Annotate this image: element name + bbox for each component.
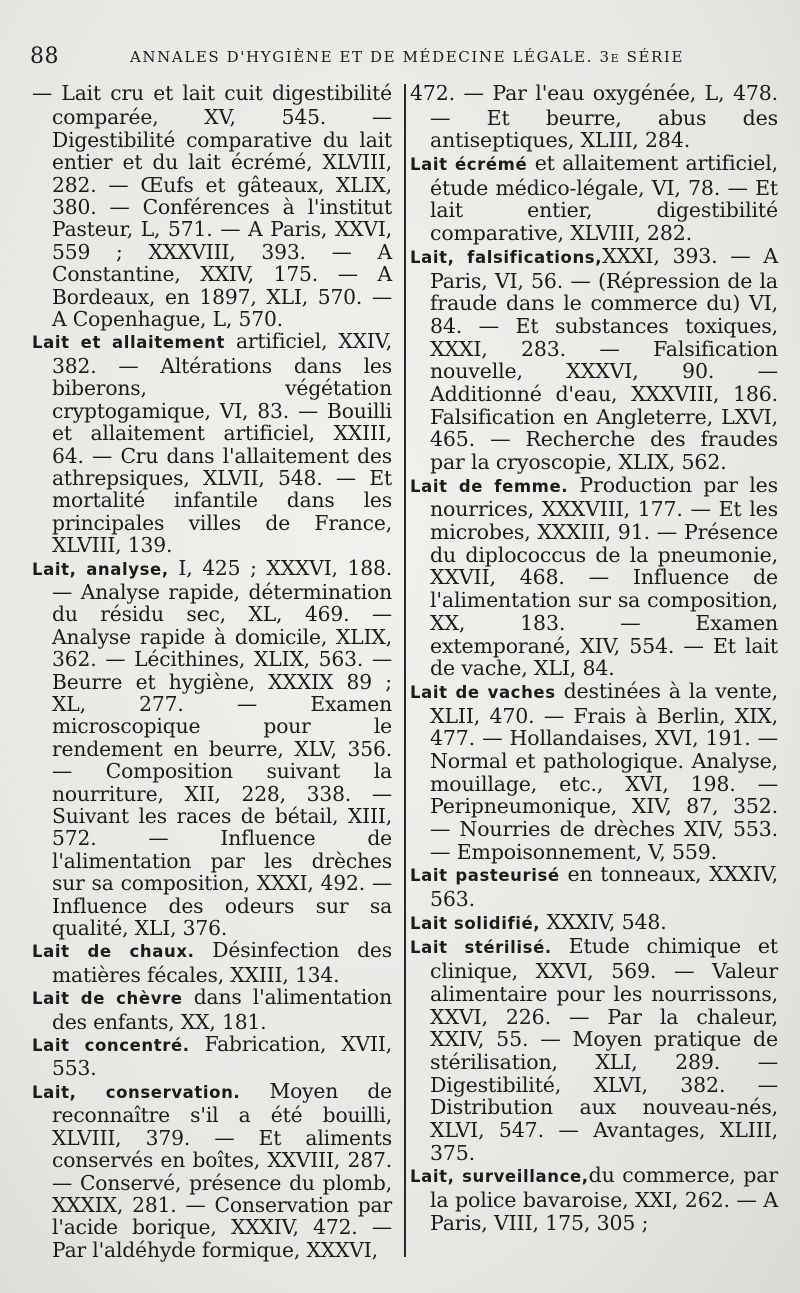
- index-entry: [32, 1033, 392, 1080]
- entry-text: Etude chimique et clinique, XXVI, 569. — Valeur alimentaire pour les nourrissons, XXVI, 226. — Par la chaleur, XXIV, 55. — Moyen pratique de stérilisation, XLI, 289. — Digestibilité, XLVI, 382. — Distribution aux nouveau-nés, XLVI, 547. — Avantages, XLIII, 375.: [430, 934, 778, 1165]
- index-entry: [410, 911, 778, 936]
- index-column-right: [410, 82, 778, 1234]
- index-entry: [410, 82, 778, 152]
- entry-heading: Lait écrémé: [410, 155, 528, 175]
- entry-heading: Lait de chèvre: [32, 989, 183, 1009]
- index-entry: [32, 986, 392, 1033]
- entry-text: Moyen de reconnaître s'il a été bouilli, XLVIII, 379. — Et aliments conservés en boîtes, XXVIII, 287. — Conservé, présence du plomb, XXXIX, 281. — Conservation par l'acide borique, XXXIV, 472. — Par l'aldéhyde formique, XXXVI,: [52, 1078, 392, 1262]
- entry-text: artificiel, XXIV, 382. — Altérations dans les biberons, végétation cryptogamique, VI, 83. — Bouilli et allaitement artificiel, XXIII, 64. — Cru dans l'allaitement des athrepsiques, XLVII, 548. — Et mortalité infantile dans les principales villes de France, XLVIII, 139.: [52, 329, 392, 558]
- entry-text: du commerce, par la police bavaroise, XXI, 262. — A Paris, VIII, 175, 305 ;: [430, 1163, 778, 1235]
- entry-heading: Lait, surveillance,: [410, 1167, 589, 1187]
- entry-heading: Lait concentré.: [32, 1036, 190, 1056]
- entry-text: XXXIV, 548.: [546, 909, 667, 934]
- column-divider: [404, 84, 406, 1257]
- entry-text: XXXI, 393. — A Paris, VI, 56. — (Répression de la fraude dans le commerce du) VI, 84. — Et substances toxiques, XXXI, 283. — Falsification nouvelle, XXXVI, 90. — Additionné d'eau, XXXVIII, 186. Falsification en Angleterre, LXVI, 465. — Recherche des fraudes par la cryoscopie, XLIX, 562.: [430, 243, 779, 474]
- entry-text: en tonneaux, XXXIV, 563.: [430, 862, 778, 912]
- entry-text: 472. — Par l'eau oxygénée, L, 478. — Et beurre, abus des antiseptiques, XLIII, 284.: [410, 81, 778, 153]
- entry-heading: Lait stérilisé.: [410, 938, 552, 958]
- index-entry: [32, 557, 392, 940]
- entry-heading: Lait de vaches: [410, 682, 556, 702]
- index-entry: [410, 245, 778, 474]
- entry-heading: Lait, falsifications,: [410, 247, 603, 267]
- entry-heading: Lait pasteurisé: [410, 866, 560, 886]
- index-entry: [32, 82, 392, 330]
- index-entry: [32, 330, 392, 556]
- entry-heading: Lait de chaux.: [32, 942, 195, 962]
- page-header: [30, 44, 750, 74]
- index-entry: [410, 152, 778, 245]
- index-entry: [410, 474, 778, 680]
- entry-text: — Lait cru et lait cuit digestibilité comparée, XV, 545. — Digestibilité comparative du lait entier et du lait écrémé, XLVIII, 282. — Œufs et gâteaux, XLIX, 380. — Conférences à l'institut Pasteur, L, 571. — A Paris, XXVI, 559 ; XXXVIII, 393. — A Constantine, XXIV, 175. — A Bordeaux, en 1897, XLI, 570. — A Copenhague, L, 570.: [32, 81, 392, 332]
- entry-heading: Lait, analyse,: [32, 559, 169, 579]
- running-title: ANNALES D'HYGIÈNE ET DE MÉDECINE LÉGALE. 3e SÉRIE: [130, 48, 685, 66]
- index-entry: [32, 939, 392, 986]
- index-entry: [410, 863, 778, 910]
- page-number: 88: [30, 44, 59, 69]
- entry-text: Production par les nourrices, XXXVIII, 177. — Et les microbes, XXXIII, 91. — Présence du diplococcus de la pneumonie, XXVII, 468. — Influence de l'alimentation sur sa composition, XX, 183. — Examen extemporané, XIV, 554. — Et lait de vache, XLI, 84.: [430, 472, 778, 681]
- entry-text: Fabrication, XVII, 553.: [52, 1032, 392, 1081]
- entry-heading: Lait, conservation.: [32, 1082, 241, 1102]
- index-entry: [410, 1164, 778, 1234]
- entry-text: Désinfection des matières fécales, XXIII, 134.: [52, 938, 392, 987]
- entry-heading: Lait de femme.: [410, 476, 569, 496]
- entry-text: dans l'alimentation des enfants, XX, 181.: [52, 985, 392, 1034]
- entry-text: destinées à la vente, XLII, 470. — Frais à Berlin, XIX, 477. — Hollandaises, XVI, 191. — Normal et pathologique. Analyse, mouillage, etc., XVI, 198. — Peripneumonique, XIV, 87, 352. — Nourries de drèches XIV, 553. — Empoisonnement, V, 559.: [430, 678, 779, 864]
- index-entry: [410, 935, 778, 1164]
- index-column-left: [32, 82, 392, 1261]
- index-entry: [32, 1080, 392, 1261]
- entry-text: I, 425 ; XXXVI, 188. — Analyse rapide, détermination du résidu sec, XL, 469. — Analyse rapide à domicile, XLIX, 362. — Lécithines, XLIX, 563. — Beurre et hygiène, XXXIX 89 ; XL, 277. — Examen microscopique pour le rendement en beurre, XLV, 356. — Composition suivant la nourriture, XII, 228, 338. — Suivant les races de bétail, XIII, 572. — Influence de l'alimentation par les drèches sur sa composition, XXXI, 492. — Influence des odeurs sur sa qualité, XLI, 376.: [52, 555, 392, 941]
- entry-heading: Lait et allaitement: [32, 333, 225, 353]
- entry-text: et allaitement artificiel, étude médico-légale, VI, 78. — Et lait entier, digestibilité comparative, XLVIII, 282.: [430, 151, 779, 246]
- index-entry: [410, 680, 778, 864]
- entry-heading: Lait solidifié,: [410, 913, 541, 933]
